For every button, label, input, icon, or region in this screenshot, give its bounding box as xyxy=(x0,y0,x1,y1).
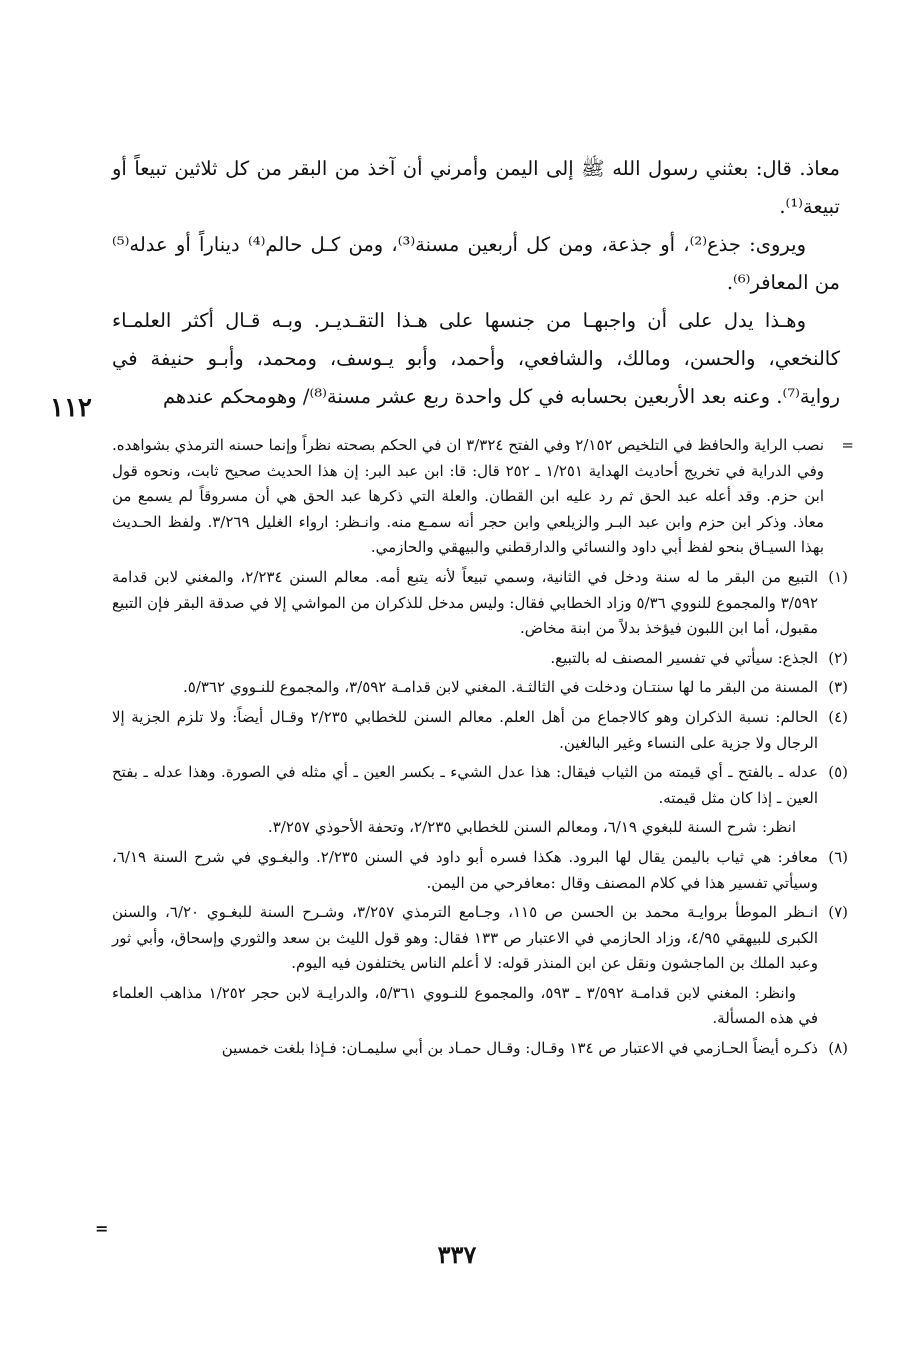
main-paragraph-1: معاذ. قال: بعثني رسول الله ﷺ إلى اليمن وأمرني أن آخذ من البقر من كل ثلاثين تبيعاً أو تبيعة⁽¹⁾. xyxy=(112,157,840,218)
footnote-3 xyxy=(112,675,848,701)
footnotes xyxy=(112,433,854,1066)
footnote-5 xyxy=(112,760,848,811)
footnote-marker: (٤) xyxy=(828,707,848,726)
footnote-text: الجذع: سيأتي في تفسير المصنف له بالتبيع. xyxy=(550,648,818,667)
footnote-1 xyxy=(112,565,848,642)
footnote-4 xyxy=(112,705,848,756)
footnote-7-reference: وانظر: المغني لابن قدامـة ٣/٥٩٢ ـ ٥٩٣، والمجموع للنـووي ٥/٣٦١، والدرايـة لابن حجر ١/٢٥٢ مذاهب العلماء في هذه المسألة. xyxy=(112,983,818,1028)
footnote-marker: (١) xyxy=(828,567,848,586)
footnote-5-reference: انظر: شرح السنة للبغوي ٦/١٩، ومعالم السنن للخطابي ٢/٢٣٥، وتحفة الأحوذي ٣/٢٥٧. xyxy=(267,818,796,837)
continuation-mark-end: = xyxy=(95,1219,109,1238)
footnote-text: ذكـره أيضاً الحـازمي في الاعتبار ص ١٣٤ وقـال: وقـال حمـاد بن أبي سليمـان: فـإذا بلغت خمسين xyxy=(221,1039,818,1058)
footnote-marker: (٢) xyxy=(828,648,848,667)
footnote-8 xyxy=(112,1036,848,1062)
footnote-text: التبيع من البقر ما له سنة ودخل في الثانية، وسمي تبيعاً لأنه يتبع أمه. معالم السنن ٢/٢٣٤، والمغني لابن قدامة ٣/٥٩٢ والمجموع للنووي ٥/٣٦ وزاد الخطابي فقال: وليس مدخل للذكران من المواشي إلا في صدقة البقر فإن التبيع مقبول، أما ابن اللبون فيؤخذ بدلاً من ابنة مخاض. xyxy=(112,567,818,638)
footnote-text: عدله ـ بالفتح ـ أي قيمته من الثياب فيقال: هذا عدل الشيء ـ بكسر العين ـ أي مثله في الصورة. وهذا عدله ـ بفتح العين ـ إذا كان مثل قيمته. xyxy=(112,763,818,807)
continuation-mark: = xyxy=(841,436,854,454)
footnote-marker: (٧) xyxy=(828,903,848,922)
page-number: ٣٣٧ xyxy=(437,1240,477,1269)
footnote-continuation xyxy=(112,433,854,561)
footnote-text: انـظر الموطأ بروايـة محمد بن الحسن ص ١١٥، وجـامع الترمذي ٣/٢٥٧، وشـرح السنة للبغـوي ٦/٢٠، والسنن الكبرى للبيهقي ٤/٩٥، وزاد الحازمي في الاعتبار ص ١٣٣ فقال: وهو قول الليث بن سعد والثوري وإسحاق، وأبي ثور وعبد الملك بن الماجشون ونقل عن ابن المنذر قوله: لا أعلم الناس يختلفون فيه اليوم. xyxy=(112,903,819,973)
footnote-marker: (٦) xyxy=(828,847,848,866)
footnote-text: معافر: هي ثياب باليمن يقال لها البرود. هكذا فسره أبو داود في السنن ٢/٢٣٥. والبغـوي في شرح السنة ٦/١٩، وسيأتي تفسير هذا في كلام المصنف وقال :معافرحي من اليمن. xyxy=(112,847,818,892)
footnote-marker: (٨) xyxy=(828,1039,848,1058)
main-paragraph-2: ويروى: جذع⁽²⁾، أو جذعة، ومن كل أربعين مسنة⁽³⁾، ومن كـل حالم⁽⁴⁾ ديناراً أو عدله⁽⁵⁾ من المعافر⁽⁶⁾. xyxy=(112,233,840,294)
footnote-6 xyxy=(112,845,848,896)
margin-folio-number: ١١٢ xyxy=(50,393,92,423)
footnote-marker: (٣) xyxy=(828,678,848,697)
footnote-marker: (٥) xyxy=(828,763,848,782)
footnote-7 xyxy=(112,900,848,977)
main-paragraph-3: وهـذا يدل على أن واجبهـا من جنسها على هـذا التقـديـر. وبـه قـال أكثر العلمـاء كالنخعي، والحسن، ومالك، والشافعي، وأحمد، وأبو يـوسف، ومحمد، وأبـو حنيفة في رواية⁽⁷⁾. وعنه بعد الأربعين بحسابه في كل واحدة ربع عشر مسنة⁽⁸⁾/ وهومحكم عندهم xyxy=(112,309,840,408)
footnote-2 xyxy=(112,646,848,672)
footnote-continuation-text: نصب الراية والحافظ في التلخيص ٢/١٥٢ وفي الفتح ٣/٣٢٤ ان في الحكم بصحته نظراً وإنما حسنه الترمذي بشواهده. وفي الدراية في تخريج أحاديث الهداية ١/٢٥١ ـ ٢٥٢ قال: قا: ابن عبد البر: إن هذا الحديث صحيح ثابت، ونحوه قول ابن حزم. وقد أعله عبد الحق ثم رد عليه ابن القطان. والعلة التي ذكرها عبد الحق هي أن مسروقاً لم يسمع من معاذ. وذكر ابن حزم وابن عبد البـر والزيلعي وابن حجر أنه سمـع منه. وانـظر: ارواء الغليل ٣/٢٦٩. ولفظ الحـديث بهذا السيـاق بنحو لفظ أبي داود والنسائي والدارقطني والبيهقي والحازمي. xyxy=(112,436,825,557)
main-text xyxy=(112,150,840,416)
footnote-text: المسنة من البقر ما لها سنتـان ودخلت في الثالثـة. المغني لابن قدامـة ٣/٥٩٢، والمجموع للنـووي ٥/٣٦٢. xyxy=(182,678,818,697)
footnote-text: الحالم: نسبة الذكران وهو كالاجماع من أهل العلم. معالم السنن للخطابي ٢/٢٣٥ وقـال أيضاً: ولا تلزم الجزية إلا الرجال ولا جزية على النساء وغير البالغين. xyxy=(112,707,819,752)
